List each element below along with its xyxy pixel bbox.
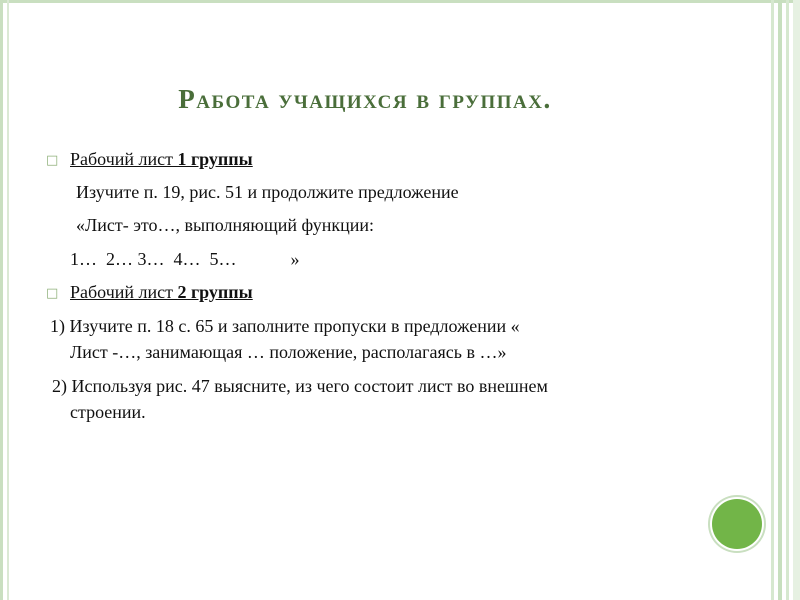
group2-item2-line-2: строении. bbox=[70, 402, 146, 422]
slide-title: Работа учащихся в группах. bbox=[178, 84, 552, 114]
square-bullet-icon: □ bbox=[46, 153, 59, 168]
green-circle-decoration bbox=[712, 499, 762, 549]
frame-right-line-c bbox=[786, 0, 789, 600]
frame-right-line-b bbox=[778, 0, 782, 600]
group1-heading-bold: 1 группы bbox=[177, 149, 253, 169]
group2-heading-plain: Рабочий лист bbox=[70, 282, 178, 302]
group2-item2-line-1: 2) Используя рис. 47 выясните, из чего состоит лист во внешнем bbox=[52, 376, 548, 396]
frame-top-line bbox=[0, 0, 800, 3]
group1-line-2: «Лист- это…, выполняющий функции: bbox=[76, 215, 374, 235]
group1-heading bbox=[70, 148, 253, 170]
group1-line-3: 1… 2… 3… 4… 5… » bbox=[70, 249, 300, 269]
group1-line-1: Изучите п. 19, рис. 51 и продолжите предложение bbox=[76, 182, 459, 202]
frame-left-inner-line bbox=[7, 0, 9, 600]
group2-heading-bold: 2 группы bbox=[177, 282, 253, 302]
frame-left-line bbox=[0, 0, 3, 600]
square-bullet-icon: □ bbox=[46, 286, 59, 301]
frame-right-line-a bbox=[771, 0, 774, 600]
group2-item1-line-1: 1) Изучите п. 18 с. 65 и заполните пропуски в предложении « bbox=[50, 316, 520, 336]
group2-item1-line-2: Лист -…, занимающая … положение, располагаясь в …» bbox=[70, 342, 507, 362]
group1-heading-plain: Рабочий лист bbox=[70, 149, 178, 169]
frame-right-line-d bbox=[793, 0, 800, 600]
group2-heading bbox=[70, 281, 253, 303]
